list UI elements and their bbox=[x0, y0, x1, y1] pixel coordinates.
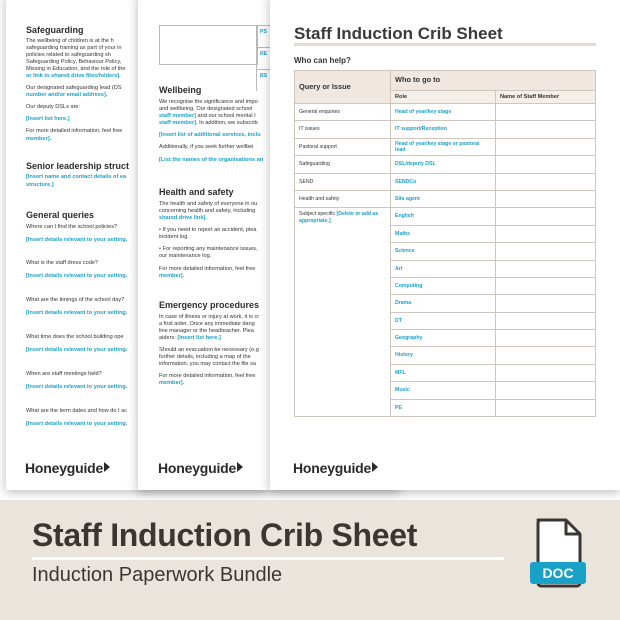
table-row bbox=[295, 138, 596, 155]
ep-line: a first aider. Once any immediate dang bbox=[159, 321, 255, 327]
subject-note: [Delete or add as appropriate.] bbox=[299, 211, 379, 224]
hs-bullet: • For reporting any maintenance issues, bbox=[159, 246, 258, 252]
name-cell bbox=[496, 156, 596, 173]
ep-insert: [Insert list here.] bbox=[177, 335, 221, 341]
name-cell bbox=[496, 208, 596, 225]
honeyguide-logo bbox=[293, 460, 378, 476]
name-cell bbox=[496, 330, 596, 347]
sg-link: or link to shared drive files/folders]. bbox=[26, 73, 121, 79]
role-cell: DSL/deputy DSL bbox=[391, 156, 496, 173]
table-row bbox=[295, 208, 596, 225]
ep-line: information, you may contact the file sa bbox=[159, 361, 257, 367]
sg-line: Safeguarding Policy, Behaviour Policy, bbox=[26, 59, 122, 65]
table-row bbox=[295, 156, 596, 173]
hs-bullet: our maintenance log. bbox=[159, 253, 212, 259]
title-underline bbox=[294, 43, 596, 46]
question: What are the timings of the school day? bbox=[26, 297, 125, 303]
subject-cell: Computing bbox=[391, 277, 496, 294]
subject-cell: History bbox=[391, 347, 496, 364]
honeyguide-logo bbox=[158, 460, 243, 476]
subject-cell: Music bbox=[391, 382, 496, 399]
col-query-header: Query or Issue bbox=[295, 71, 391, 104]
blank-box bbox=[159, 25, 258, 65]
wb-line: We recognise the significance and impo bbox=[159, 99, 258, 105]
wb-line: and wellbeing. Our designated school bbox=[159, 106, 253, 112]
logo-arrow-icon bbox=[237, 462, 243, 472]
name-subheader: Name of Staff Member bbox=[496, 91, 596, 104]
crib-table bbox=[294, 70, 596, 417]
name-cell bbox=[496, 382, 596, 399]
subject-cell: DT bbox=[391, 312, 496, 329]
subject-specific-cell bbox=[295, 208, 391, 417]
name-cell bbox=[496, 312, 596, 329]
logo-text: Honeyguide bbox=[158, 460, 237, 476]
insert-details: [Insert details relevant to your setting. bbox=[26, 237, 128, 243]
name-cell bbox=[496, 225, 596, 242]
subject-cell: MFL bbox=[391, 364, 496, 381]
table-row bbox=[295, 173, 596, 190]
banner-divider bbox=[32, 557, 504, 560]
role-cell: IT support/Reception bbox=[391, 121, 496, 138]
ep-info: For more detailed information, feel free bbox=[159, 373, 256, 379]
logo-text: Honeyguide bbox=[293, 460, 372, 476]
subject-cell: English bbox=[391, 208, 496, 225]
hs-info: For more detailed information, feel free bbox=[159, 266, 256, 272]
slt-link: [Insert name and contact details of ea bbox=[26, 174, 127, 180]
question: What is the staff dress code? bbox=[26, 260, 99, 266]
name-cell bbox=[496, 399, 596, 416]
logo-text: Honeyguide bbox=[25, 460, 104, 476]
document-page-3 bbox=[270, 0, 620, 490]
hs-bullet: • If you need to report an accident, plea bbox=[159, 227, 257, 233]
name-cell bbox=[496, 190, 596, 207]
sg-line: The wellbeing of children is at the h bbox=[26, 38, 114, 44]
slt-link: structure.] bbox=[26, 182, 54, 188]
mini-cell: RE bbox=[257, 47, 276, 69]
name-cell bbox=[496, 277, 596, 294]
ep-line: In case of illness or injury at work, it is cr bbox=[159, 314, 260, 320]
insert-details: [Insert details relevant to your setting. bbox=[26, 310, 128, 316]
role-cell: Head of year/key stage or pastoral lead bbox=[391, 138, 496, 155]
wb-text: In addition, we subscrib bbox=[197, 120, 258, 126]
name-cell bbox=[496, 295, 596, 312]
name-cell bbox=[496, 260, 596, 277]
mini-cell: RS bbox=[257, 69, 276, 91]
insert-details: [Insert details relevant to your setting. bbox=[26, 347, 128, 353]
query-cell: Pastoral support bbox=[295, 138, 391, 155]
query-cell: General enquiries bbox=[295, 104, 391, 121]
banner-subtitle: Induction Paperwork Bundle bbox=[32, 564, 283, 586]
insert-details: [Insert details relevant to your setting. bbox=[26, 384, 128, 390]
ep-line: further details, including a map of the bbox=[159, 354, 251, 360]
hs-teal: shared drive link]. bbox=[159, 215, 207, 221]
question: What are the term dates and how do I ac bbox=[26, 408, 128, 414]
query-cell: Health and safety bbox=[295, 190, 391, 207]
name-cell bbox=[496, 104, 596, 121]
subject-cell: Maths bbox=[391, 225, 496, 242]
name-cell bbox=[496, 347, 596, 364]
wb-line bbox=[159, 120, 258, 127]
subject-cell: Geography bbox=[391, 330, 496, 347]
subject-cell: Science bbox=[391, 243, 496, 260]
sg-line: Missing in Education, and the role of the bbox=[26, 66, 126, 72]
table-row bbox=[295, 104, 596, 121]
safeguarding-heading: Safeguarding bbox=[26, 25, 84, 35]
role-cell: SENDCo bbox=[391, 173, 496, 190]
hs-line: The health and safety of everyone in ou bbox=[159, 201, 258, 207]
banner-title: Staff Induction Crib Sheet bbox=[32, 517, 418, 553]
role-subheader: Role bbox=[391, 91, 496, 104]
ep-line: Should an evacuation be necessary (e.g bbox=[159, 347, 259, 353]
member-link: member]. bbox=[26, 136, 52, 142]
table-row bbox=[295, 190, 596, 207]
query-cell: SEND bbox=[295, 173, 391, 190]
sg-line: policies related to safeguarding sh bbox=[26, 52, 111, 58]
deputy-line: Our deputy DSLs are: bbox=[26, 104, 81, 110]
wb-line: Additionally, if you seek further wellbei bbox=[159, 144, 254, 150]
wb-teal: [Insert list of additional services, inclu bbox=[159, 132, 261, 138]
ep-aiders: aiders: bbox=[159, 335, 178, 341]
subject-query: Subject specific bbox=[299, 211, 336, 218]
question: Where can I find the school policies? bbox=[26, 224, 118, 230]
wb-teal: staff member]. bbox=[159, 120, 198, 126]
who-can-help-heading: Who can help? bbox=[294, 56, 351, 65]
member-link: member]. bbox=[159, 273, 185, 279]
emergency-heading: Emergency procedures bbox=[159, 300, 260, 310]
role-cell: Site agent bbox=[391, 190, 496, 207]
table-row bbox=[295, 121, 596, 138]
ep-line: line manager or the headteacher. Plea bbox=[159, 328, 254, 334]
hs-bullet: incident log. bbox=[159, 234, 189, 240]
dsl-link: number and/or email address]. bbox=[26, 92, 108, 98]
name-cell bbox=[496, 138, 596, 155]
hs-line: concerning health and safety, including bbox=[159, 208, 256, 214]
name-cell bbox=[496, 364, 596, 381]
wellbeing-heading: Wellbeing bbox=[159, 85, 202, 95]
health-safety-heading: Health and safety bbox=[159, 187, 234, 197]
subject-cell: Drama bbox=[391, 295, 496, 312]
doc-badge: DOC bbox=[530, 562, 586, 584]
sg-line: safeguarding training as part of your in bbox=[26, 45, 122, 51]
name-cell bbox=[496, 243, 596, 260]
subject-cell: PE bbox=[391, 399, 496, 416]
question: What time does the school building ope bbox=[26, 334, 124, 340]
info-line: For more detailed information, feel free bbox=[26, 128, 123, 134]
slt-heading: Senior leadership struct bbox=[26, 161, 130, 171]
honeyguide-logo bbox=[25, 460, 110, 476]
mini-cell: PS bbox=[257, 25, 276, 47]
col-who-header: Who to go to bbox=[391, 71, 596, 91]
insert-details: [Insert details relevant to your setting. bbox=[26, 421, 128, 427]
subject-cell: Art bbox=[391, 260, 496, 277]
wb-teal: staff member] bbox=[159, 113, 196, 119]
role-cell: Head of year/key stage bbox=[391, 104, 496, 121]
deputy-link: [Insert list here.] bbox=[26, 116, 70, 122]
general-queries-heading: General queries bbox=[26, 210, 95, 220]
wb-text: and our school mental I bbox=[196, 113, 256, 119]
name-cell bbox=[496, 121, 596, 138]
dsl-line: Our designated safeguarding lead (DS bbox=[26, 85, 122, 91]
insert-details: [Insert details relevant to your setting. bbox=[26, 273, 128, 279]
query-cell: IT issues bbox=[295, 121, 391, 138]
logo-arrow-icon bbox=[372, 462, 378, 472]
query-cell: Safeguarding bbox=[295, 156, 391, 173]
table-header-row bbox=[295, 71, 596, 91]
member-link: member]. bbox=[159, 380, 185, 386]
ep-line bbox=[159, 335, 221, 342]
wb-teal: [List the names of the organisations an bbox=[159, 157, 264, 163]
logo-arrow-icon bbox=[104, 462, 110, 472]
crib-sheet-title: Staff Induction Crib Sheet bbox=[294, 24, 503, 43]
name-cell bbox=[496, 173, 596, 190]
question: When are staff meetings held? bbox=[26, 371, 102, 377]
